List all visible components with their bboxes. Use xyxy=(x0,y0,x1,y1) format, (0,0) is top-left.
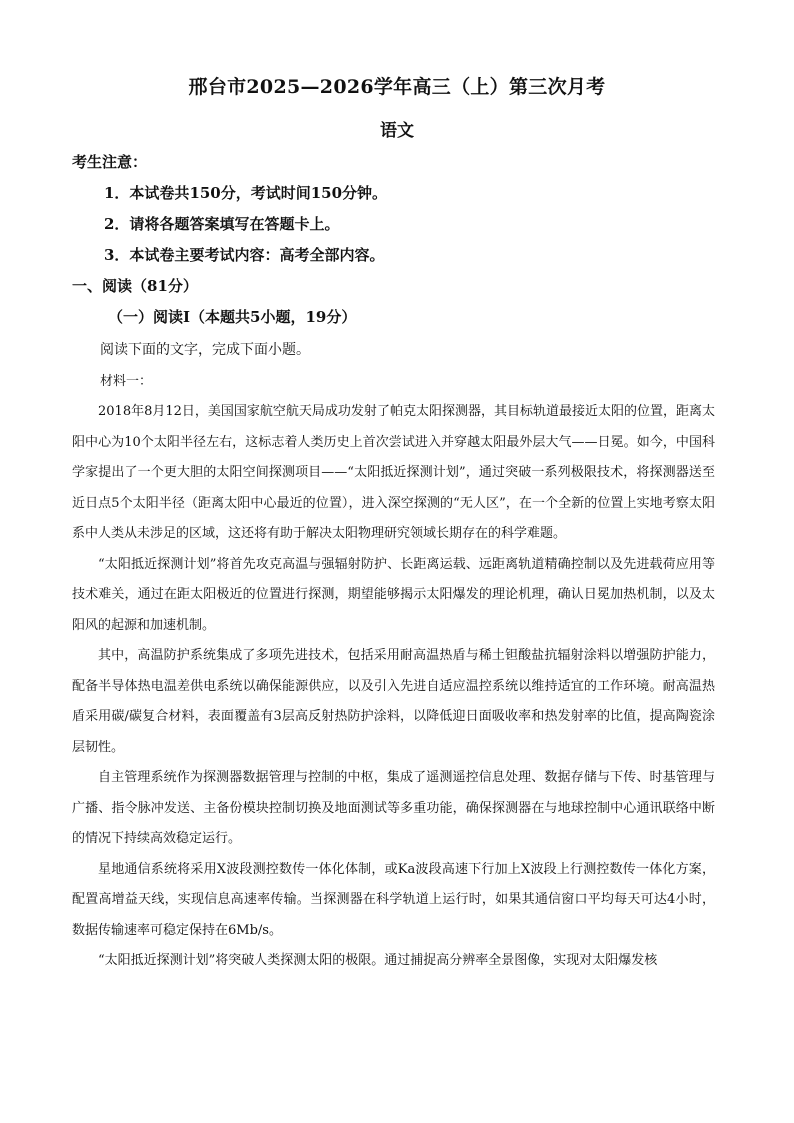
notice-item: 1．本试卷共150分，考试时间150分钟。 xyxy=(104,184,388,202)
section-heading: 一、阅读（81分） xyxy=(72,277,198,295)
passage-paragraph: 其中，高温防护系统集成了多项先进技术，包括采用耐高温热盾与稀土钽酸盐抗辐射涂料以增强防护能力，配备半导体热电温差供电系统以确保能源供应，以及引入先进自适应温控系统以维持适宜的工作环境。耐高温热盾采用碳/碳复合材料，表面覆盖有3层高反射热防护涂料，以降低迎日面吸收率和热发射率的比值，提高陶瓷涂层韧性。 xyxy=(72,648,715,755)
passage-paragraph: 星地通信系统将采用X波段测控数传一体化体制，或Ka波段高速下行加上X波段上行测控数传一体化方案，配置高增益天线，实现信息高速率传输。当探测器在科学轨道上运行时，如果其通信窗口平均每天可达4小时，数据传输速率可稳定保持在6Mb/s。 xyxy=(72,861,715,938)
material-label: 材料一： xyxy=(100,374,153,389)
notice-item: 2．请将各题答案填写在答题卡上。 xyxy=(104,215,340,233)
reading-instruction: 阅读下面的文字，完成下面小题。 xyxy=(100,342,310,358)
passage-paragraph: 2018年8月12日，美国国家航空航天局成功发射了帕克太阳探测器，其目标轨道最接近太阳的位置，距离太阳中心为10个太阳半径左右，这标志着人类历史上首次尝试进入并穿越太阳最外层大气——日冕。如今，中国科学家提出了一个更大胆的太阳空间探测项目——“太阳抵近探测计划”，通过突破一系列极限技术，将探测器送至近日点5个太阳半径（距离太阳中心最近的位置），进入深空探测的“无人区”，在一个全新的位置上实地考察太阳系中人类从未涉足的区域，这还将有助于解决太阳物理研究领域长期存在的科学难题。 xyxy=(72,404,715,541)
exam-title: 邢台市2025—2026学年高三（上）第三次月考 xyxy=(188,76,606,98)
notice-item: 3．本试卷主要考试内容：高考全部内容。 xyxy=(104,246,385,264)
subsection-heading: （一）阅读Ⅰ（本题共5小题，19分） xyxy=(108,308,357,326)
subject-title: 语文 xyxy=(380,121,414,141)
passage-body xyxy=(72,397,715,977)
passage-paragraph: “太阳抵近探测计划”将首先攻克高温与强辐射防护、长距离运载、远距离轨道精确控制以及先进载荷应用等技术难关，通过在距太阳极近的位置进行探测，期望能够揭示太阳爆发的理论机理，确认日冕加热机制，以及太阳风的起源和加速机制。 xyxy=(72,556,715,633)
passage-paragraph: 自主管理系统作为探测器数据管理与控制的中枢，集成了遥测遥控信息处理、数据存储与下传、时基管理与广播、指令脉冲发送、主备份模块控制切换及地面测试等多重功能，确保探测器在与地球控制中心通讯联络中断的情况下持续高效稳定运行。 xyxy=(72,770,715,846)
notice-heading: 考生注意： xyxy=(72,153,148,171)
passage-paragraph: “太阳抵近探测计划”将突破人类探测太阳的极限。通过捕捉高分辨率全景图像，实现对太阳爆发核 xyxy=(98,953,658,968)
